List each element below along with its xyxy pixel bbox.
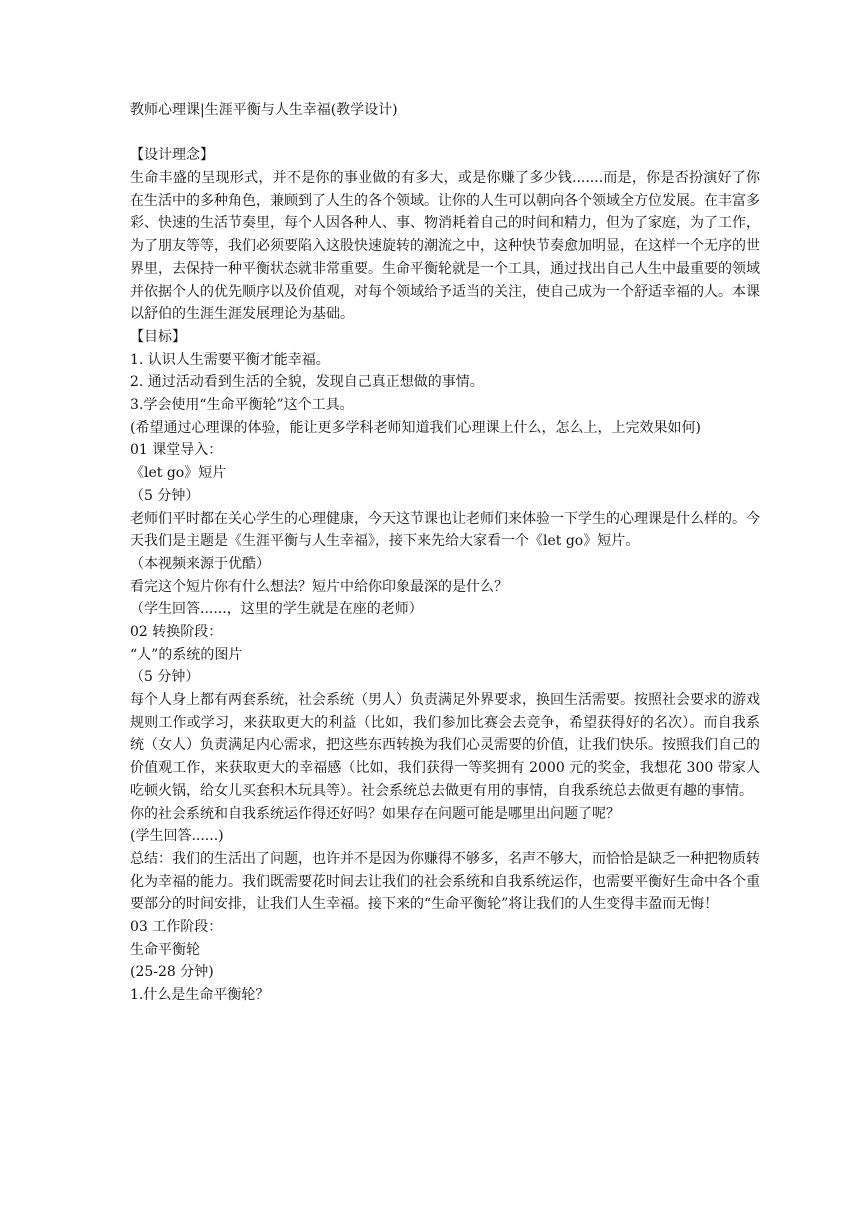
stage-2-subtitle: “人”的系统的图片 <box>130 646 243 663</box>
stage-2-heading: 02 转换阶段： <box>130 623 223 640</box>
goal-item-2: 2. 通过活动看到生活的全貌，发现自己真正想做的事情。 <box>130 374 484 391</box>
stage-1-heading: 01 课堂导入： <box>130 442 223 459</box>
doc-title: 教师心理课|生涯平衡与人生幸福(教学设计) <box>130 102 398 118</box>
stage-1-question: 看完这个短片你有什么想法？短片中给你印象最深的是什么？ <box>130 578 508 595</box>
document-body <box>130 99 760 1007</box>
goal-note: (希望通过心理课的体验，能让更多学科老师知道我们心理课上什么，怎么上，上完效果如何) <box>130 419 701 436</box>
stage-2-paragraph: 每个人身上都有两套系统，社会系统（男人）负责满足外界要求，换回生活需要。按照社会要求的游戏规则工作或学习，来获取更大的利益（比如，我们参加比赛会去竞争，希望获得好的名次）。而自我系统（女人）负责满足内心需求，把这些东西转换为我们心灵需要的价值，让我们快乐。按照我们自己的价值观工作，来获取更大的幸福感（比如，我们获得一等奖拥有 2000 元的奖金，我想花 300 带家人吃顿火锅，给女儿买套积木玩具等）。社会系统总去做更有用的事情，自我系统总去做更有趣的事情。 <box>130 692 760 799</box>
stage-3-question-1: 1.什么是生命平衡轮？ <box>130 987 270 1004</box>
stage-1-paragraph: 老师们平时都在关心学生的心理健康，今天这节课也让老师们来体验一下学生的心理课是什么样的。今天我们是主题是《生涯平衡与人生幸福》，接下来先给大家看一个《let go》短片。 <box>130 510 760 550</box>
stage-2-answer: (学生回答......) <box>130 828 224 845</box>
stage-1-subtitle: 《let go》短片 <box>130 465 227 482</box>
stage-2-summary: 总结：我们的生活出了问题，也许并不是因为你赚得不够多，名声不够大，而恰恰是缺乏一种把物质转化为幸福的能力。我们既需要花时间去让我们的社会系统和自我系统运作，也需要平衡好生命中各个重要部分的时间安排，让我们人生幸福。接下来的“生命平衡轮”将让我们的人生变得丰盈而无悔！ <box>130 850 760 913</box>
stage-3-duration: (25-28 分钟) <box>130 964 214 981</box>
stage-3-heading: 03 工作阶段： <box>130 919 223 936</box>
section-heading-design: 【设计理念】 <box>130 147 214 164</box>
stage-1-source: （本视频来源于优酷） <box>130 555 270 572</box>
stage-2-duration: （5 分钟） <box>130 669 200 686</box>
stage-2-question: 你的社会系统和自我系统运作得还好吗？如果存在问题可能是哪里出问题了呢？ <box>130 805 620 822</box>
stage-1-answer: （学生回答......，这里的学生就是在座的老师） <box>130 601 423 618</box>
goal-item-1: 1. 认识人生需要平衡才能幸福。 <box>130 351 330 368</box>
goal-item-3: 3.学会使用“生命平衡轮”这个工具。 <box>130 397 354 414</box>
stage-1-duration: （5 分钟） <box>130 487 200 504</box>
blank-line <box>130 122 760 145</box>
section-heading-goal: 【目标】 <box>130 328 186 345</box>
stage-3-subtitle: 生命平衡轮 <box>130 941 200 958</box>
design-paragraph: 生命丰盛的呈现形式，并不是你的事业做的有多大，或是你赚了多少钱.......而是，你是否扮演好了你在生活中的多种角色，兼顾到了人生的各个领域。让你的人生可以朝向各个领域全方位发展。在丰富多彩、快速的生活节奏里，每个人因各种人、事、物消耗着自己的时间和精力，但为了家庭，为了工作，为了朋友等等，我们必须要陷入这股快速旋转的潮流之中，这种快节奏愈加明显，在这样一个无序的世界里，去保持一种平衡状态就非常重要。生命平衡轮就是一个工具，通过找出自己人生中最重要的领域并依据个人的优先顺序以及价值观，对每个领域给予适当的关注，使自己成为一个舒适幸福的人。本课以舒伯的生涯生涯发展理论为基础。 <box>130 170 760 323</box>
